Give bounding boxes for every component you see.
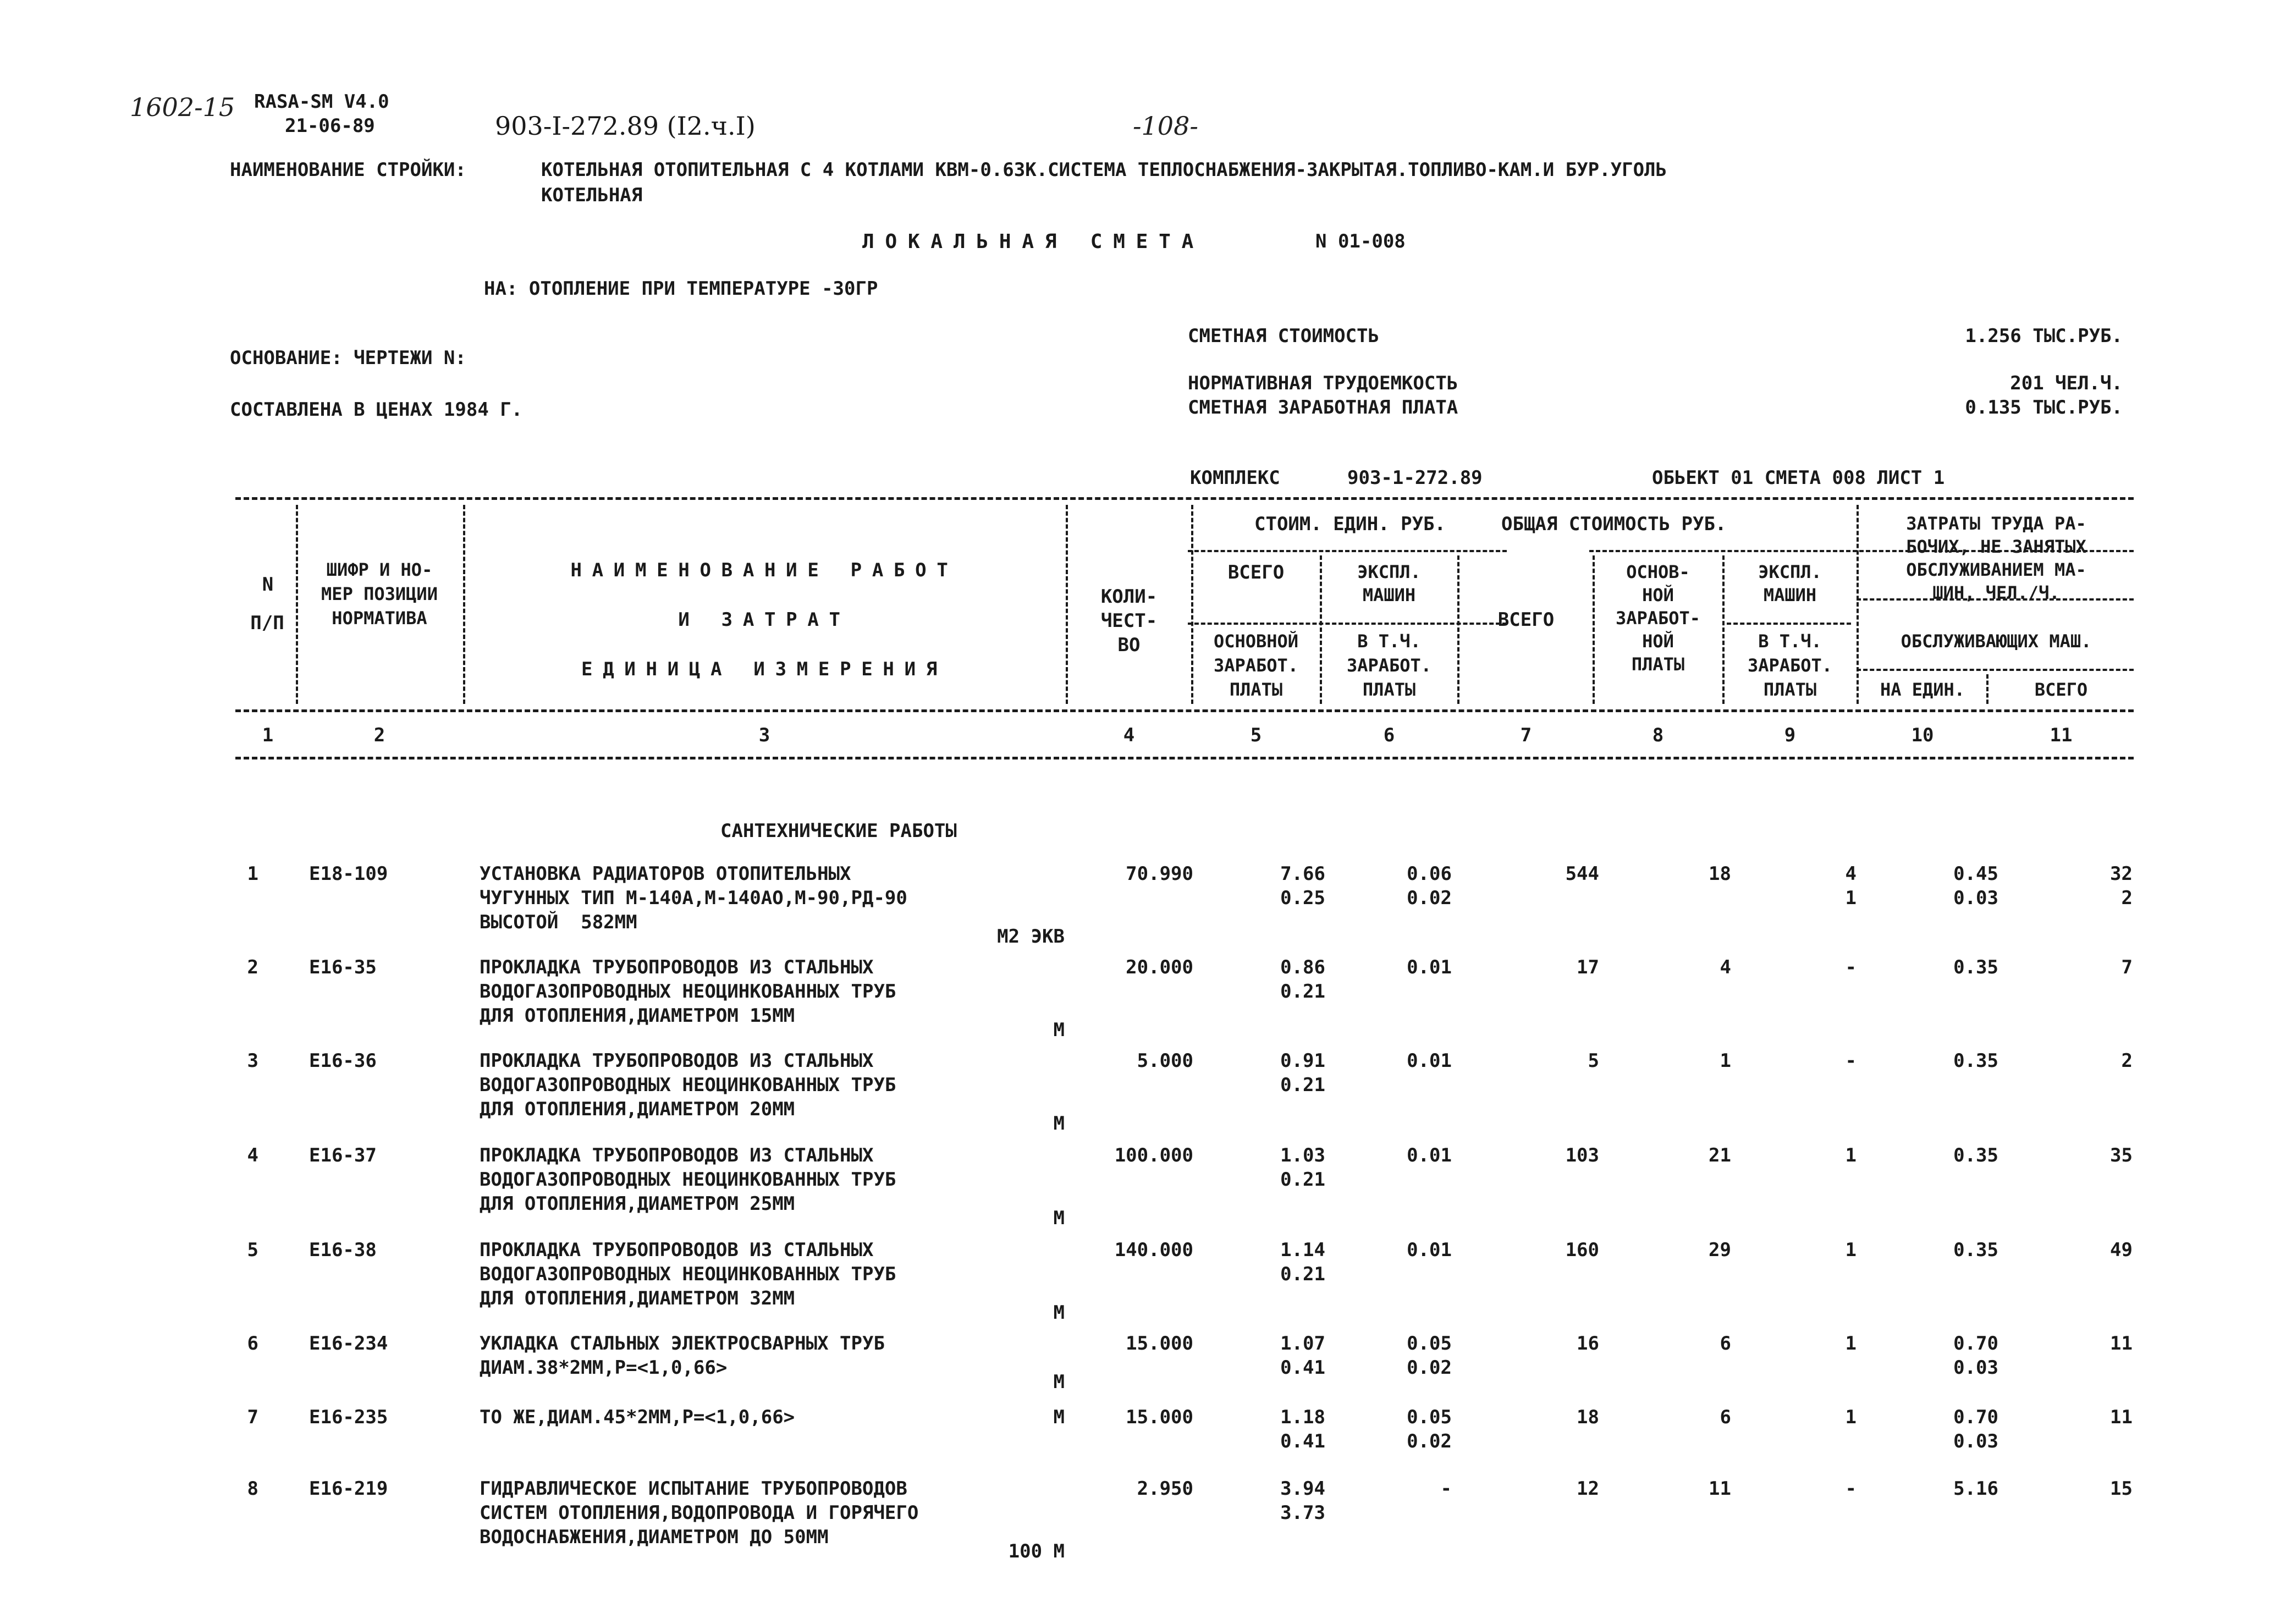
row-number: 5 xyxy=(247,1239,258,1261)
complex-value: 903-1-272.89 xyxy=(1347,467,1483,489)
col9-header-bottom: ЗАРАБОТ. xyxy=(1747,655,1833,676)
row-name-line: ДЛЯ ОТОПЛЕНИЯ,ДИАМЕТРОМ 25ММ xyxy=(480,1193,795,1215)
row-total-wages: 6 xyxy=(1720,1333,1731,1355)
row-unit-cost-machines: 0.02 xyxy=(1407,887,1452,909)
col-number: 2 xyxy=(373,724,385,746)
row-labor-unit: 0.70 xyxy=(1953,1406,1998,1428)
labor-group-header: ОБСЛУЖИВАНИЕМ МА- xyxy=(1906,559,2086,580)
row-name-line: ДЛЯ ОТОПЛЕНИЯ,ДИАМЕТРОМ 32ММ xyxy=(480,1287,795,1309)
col1-header-pp: П/П xyxy=(250,612,284,634)
row-unit-cost-machines: 0.02 xyxy=(1407,1357,1452,1379)
labor-sub-header: ОБСЛУЖИВАЮЩИХ МАШ. xyxy=(1901,631,2092,652)
row-total-cost: 160 xyxy=(1565,1239,1599,1261)
row-unit-cost-total: 0.21 xyxy=(1280,1263,1325,1285)
row-name-line: ГИДРАВЛИЧЕСКОЕ ИСПЫТАНИЕ ТРУБОПРОВОДОВ xyxy=(480,1478,907,1500)
col-number: 1 xyxy=(262,724,274,746)
col-number: 6 xyxy=(1383,724,1395,746)
row-labor-unit: 0.03 xyxy=(1953,1357,1998,1379)
row-unit-cost-machines: - xyxy=(1440,1478,1452,1500)
row-number: 3 xyxy=(247,1050,258,1072)
col9-header-top: ЭКСПЛ. xyxy=(1758,561,1822,582)
row-total-machines: 1 xyxy=(1845,1333,1857,1355)
doc-number: N 01-008 xyxy=(1315,230,1406,252)
project-number: 903-I-272.89 (I2.ч.I) xyxy=(495,111,756,141)
col5-header-bottom: ПЛАТЫ xyxy=(1229,679,1283,700)
row-labor-unit: 0.03 xyxy=(1953,887,1998,909)
row-code: Е16-38 xyxy=(309,1239,377,1261)
col1-header-n: N xyxy=(262,574,274,596)
row-unit: М xyxy=(1053,1207,1065,1229)
row-number: 6 xyxy=(247,1333,258,1355)
row-labor-unit: 0.45 xyxy=(1953,863,1998,885)
col5-header-bottom: ОСНОВНОЙ xyxy=(1213,631,1299,652)
row-unit-cost-total: 1.18 xyxy=(1280,1406,1325,1428)
row-code: Е16-35 xyxy=(309,956,377,978)
col7-header: ВСЕГО xyxy=(1497,609,1555,631)
row-unit: М xyxy=(1053,1302,1065,1324)
row-code: Е16-37 xyxy=(309,1144,377,1166)
print-date: 21-06-89 xyxy=(285,115,375,137)
row-labor-total: 32 xyxy=(2110,863,2133,885)
prices-year: СОСТАВЛЕНА В ЦЕНАХ 1984 Г. xyxy=(230,399,523,421)
header-bottom-rule xyxy=(235,709,2134,712)
row-quantity: 20.000 xyxy=(1126,956,1193,978)
col2-header: ШИФР И НО- xyxy=(326,559,433,580)
row-labor-total: 2 xyxy=(2121,887,2133,909)
row-total-cost: 17 xyxy=(1577,956,1599,978)
row-total-cost: 16 xyxy=(1577,1333,1599,1355)
col8-header: НОЙ xyxy=(1642,585,1674,605)
row-quantity: 70.990 xyxy=(1126,863,1193,885)
row-code: Е18-109 xyxy=(309,863,388,885)
row-name-line: ДЛЯ ОТОПЛЕНИЯ,ДИАМЕТРОМ 15ММ xyxy=(480,1005,795,1027)
row-unit-cost-total: 0.41 xyxy=(1280,1357,1325,1379)
row-total-cost: 544 xyxy=(1565,863,1599,885)
row-total-wages: 6 xyxy=(1720,1406,1731,1428)
row-name-line: ЧУГУННЫХ ТИП М-140А,М-140АО,М-90,РД-90 xyxy=(480,887,907,909)
col-sep xyxy=(1457,555,1459,704)
row-unit-cost-machines: 0.02 xyxy=(1407,1430,1452,1452)
row-unit: 100 М xyxy=(1008,1540,1065,1562)
row-number: 2 xyxy=(247,956,258,978)
row-labor-unit: 5.16 xyxy=(1953,1478,1998,1500)
row-unit-cost-machines: 0.06 xyxy=(1407,863,1452,885)
col-sep xyxy=(463,505,465,704)
row-name-line: СИСТЕМ ОТОПЛЕНИЯ,ВОДОПРОВОДА И ГОРЯЧЕГО xyxy=(480,1502,919,1524)
row-total-machines: 1 xyxy=(1845,1406,1857,1428)
row-unit-cost-total: 7.66 xyxy=(1280,863,1325,885)
row-labor-total: 15 xyxy=(2110,1478,2133,1500)
row-unit-cost-machines: 0.01 xyxy=(1407,956,1452,978)
construction-name-cont: КОТЕЛЬНАЯ xyxy=(541,184,643,206)
labor-group-header: БОЧИХ, НЕ ЗАНЯТЫХ xyxy=(1906,536,2086,557)
row-unit-cost-total: 0.21 xyxy=(1280,981,1325,1003)
labor-value: 201 ЧЕЛ.Ч. xyxy=(2010,372,2123,394)
row-total-machines: 1 xyxy=(1845,887,1857,909)
col8-header: ОСНОВ- xyxy=(1626,561,1690,582)
row-unit-cost-total: 0.21 xyxy=(1280,1074,1325,1096)
row-unit-cost-total: 3.73 xyxy=(1280,1502,1325,1524)
row-total-cost: 103 xyxy=(1565,1144,1599,1166)
row-name-line: ПРОКЛАДКА ТРУБОПРОВОДОВ ИЗ СТАЛЬНЫХ xyxy=(480,1239,874,1261)
wage-value: 0.135 ТЫС.РУБ. xyxy=(1965,397,2123,419)
col9-header-top: МАШИН xyxy=(1763,585,1817,605)
col4-header: КОЛИ- xyxy=(1100,586,1158,608)
row-quantity: 140.000 xyxy=(1114,1239,1193,1261)
table-top-rule xyxy=(235,497,2134,500)
cost-label: СМЕТНАЯ СТОИМОСТЬ xyxy=(1188,325,1379,347)
row-total-wages: 4 xyxy=(1720,956,1731,978)
row-labor-total: 35 xyxy=(2110,1144,2133,1166)
labor-group-header: ШИН, ЧЕЛ./Ч. xyxy=(1932,582,2060,603)
row-unit: М xyxy=(1053,1371,1065,1393)
col9-header-bottom: ПЛАТЫ xyxy=(1763,679,1817,700)
row-unit-cost-total: 1.07 xyxy=(1280,1333,1325,1355)
page-number: -108- xyxy=(1133,111,1198,141)
row-unit-cost-total: 3.94 xyxy=(1280,1478,1325,1500)
row-name-line: ТО ЖЕ,ДИАМ.45*2ММ,Р=<1,0,66> xyxy=(480,1406,795,1428)
row-quantity: 5.000 xyxy=(1137,1050,1193,1072)
row-total-machines: - xyxy=(1845,1478,1857,1500)
col2-header: НОРМАТИВА xyxy=(332,608,427,629)
row-name-line: ВОДОГАЗОПРОВОДНЫХ НЕОЦИНКОВАННЫХ ТРУБ xyxy=(480,981,896,1003)
row-name-line: ПРОКЛАДКА ТРУБОПРОВОДОВ ИЗ СТАЛЬНЫХ xyxy=(480,956,874,978)
row-total-cost: 12 xyxy=(1577,1478,1599,1500)
total-cost-group-header: ОБЩАЯ СТОИМОСТЬ РУБ. xyxy=(1501,513,1727,535)
complex-label: КОМПЛЕКС xyxy=(1190,467,1280,489)
labor-group-header: ЗАТРАТЫ ТРУДА РА- xyxy=(1906,513,2086,534)
row-unit-cost-total: 0.91 xyxy=(1280,1050,1325,1072)
row-quantity: 100.000 xyxy=(1114,1144,1193,1166)
col10-header: НА ЕДИН. xyxy=(1880,679,1965,700)
row-name-line: УКЛАДКА СТАЛЬНЫХ ЭЛЕКТРОСВАРНЫХ ТРУБ xyxy=(480,1333,885,1355)
col-number: 9 xyxy=(1784,724,1796,746)
col3-header-unit: ЕДИНИЦА ИЗМЕРЕНИЯ xyxy=(581,658,948,680)
col8-header: ПЛАТЫ xyxy=(1631,654,1685,675)
col6-header-bottom: В Т.Ч. xyxy=(1357,631,1421,652)
purpose: НА: ОТОПЛЕНИЕ ПРИ ТЕМПЕРАТУРЕ -30ГР xyxy=(484,278,878,300)
row-total-wages: 21 xyxy=(1709,1144,1731,1166)
row-total-wages: 29 xyxy=(1709,1239,1731,1261)
object-info: ОБЬЕКТ 01 СМЕТА 008 ЛИСТ 1 xyxy=(1652,467,1945,489)
row-labor-total: 7 xyxy=(2121,956,2133,978)
row-name-line: ВОДОГАЗОПРОВОДНЫХ НЕОЦИНКОВАННЫХ ТРУБ xyxy=(480,1169,896,1191)
row-total-wages: 11 xyxy=(1709,1478,1731,1500)
col-number: 7 xyxy=(1520,724,1532,746)
row-total-machines: - xyxy=(1845,1050,1857,1072)
row-unit-cost-total: 0.25 xyxy=(1280,887,1325,909)
col6-header-top: МАШИН xyxy=(1362,585,1416,605)
row-total-machines: 4 xyxy=(1845,863,1857,885)
row-name-line: ВОДОСНАБЖЕНИЯ,ДИАМЕТРОМ ДО 50ММ xyxy=(480,1526,829,1548)
row-total-cost: 18 xyxy=(1577,1406,1599,1428)
row-name-line: ПРОКЛАДКА ТРУБОПРОВОДОВ ИЗ СТАЛЬНЫХ xyxy=(480,1144,874,1166)
row-labor-unit: 0.03 xyxy=(1953,1430,1998,1452)
row-unit-cost-total: 0.21 xyxy=(1280,1169,1325,1191)
row-labor-unit: 0.35 xyxy=(1953,1239,1998,1261)
row-unit-cost-machines: 0.05 xyxy=(1407,1333,1452,1355)
row-labor-total: 11 xyxy=(2110,1333,2133,1355)
row-unit-cost-total: 0.41 xyxy=(1280,1430,1325,1452)
col-number: 11 xyxy=(2050,724,2073,746)
row-total-machines: - xyxy=(1845,956,1857,978)
col8-header: ЗАРАБОТ- xyxy=(1615,608,1701,629)
doc-title: ЛОКАЛЬНАЯ СМЕТА xyxy=(862,230,1205,253)
col9-mid-rule xyxy=(1727,623,1851,625)
cost-value: 1.256 ТЫС.РУБ. xyxy=(1965,325,2123,347)
row-unit: М xyxy=(1053,1113,1065,1135)
row-labor-unit: 0.35 xyxy=(1953,956,1998,978)
row-labor-total: 11 xyxy=(2110,1406,2133,1428)
row-quantity: 15.000 xyxy=(1126,1406,1193,1428)
row-quantity: 15.000 xyxy=(1126,1333,1193,1355)
handwritten-code: 1602-15 xyxy=(130,92,235,122)
row-labor-unit: 0.35 xyxy=(1953,1050,1998,1072)
col3-header-sub: И ЗАТРАТ xyxy=(678,609,851,631)
row-name-line: УСТАНОВКА РАДИАТОРОВ ОТОПИТЕЛЬНЫХ xyxy=(480,863,851,885)
row-labor-unit: 0.70 xyxy=(1953,1333,1998,1355)
col-number: 10 xyxy=(1911,724,1934,746)
col-number: 8 xyxy=(1652,724,1664,746)
row-code: Е16-36 xyxy=(309,1050,377,1072)
col3-header-title: НАИМЕНОВАНИЕ РАБОТ xyxy=(570,559,959,581)
row-name-line: ВЫСОТОЙ 582ММ xyxy=(480,911,637,933)
row-name-line: ПРОКЛАДКА ТРУБОПРОВОДОВ ИЗ СТАЛЬНЫХ xyxy=(480,1050,874,1072)
row-unit-cost-machines: 0.01 xyxy=(1407,1050,1452,1072)
construction-label: НАИМЕНОВАНИЕ СТРОЙКИ: xyxy=(230,159,466,181)
col8-header: НОЙ xyxy=(1642,631,1674,652)
col5-header-top: ВСЕГО xyxy=(1227,561,1285,583)
row-number: 4 xyxy=(247,1144,258,1166)
col5-header-bottom: ЗАРАБОТ. xyxy=(1213,655,1299,676)
col-number: 3 xyxy=(758,724,770,746)
col2-header: МЕР ПОЗИЦИИ xyxy=(321,583,438,604)
row-unit-cost-machines: 0.05 xyxy=(1407,1406,1452,1428)
row-unit: М xyxy=(1053,1406,1065,1428)
col9-header-bottom: В Т.Ч. xyxy=(1758,631,1822,652)
row-total-wages: 1 xyxy=(1720,1050,1731,1072)
labor-sub-rule xyxy=(1857,669,2134,671)
row-total-cost: 5 xyxy=(1588,1050,1599,1072)
row-name-line: ДИАМ.38*2ММ,Р=<1,0,66> xyxy=(480,1357,728,1379)
row-unit-cost-machines: 0.01 xyxy=(1407,1144,1452,1166)
col-sep xyxy=(1986,674,1988,704)
wage-label: СМЕТНАЯ ЗАРАБОТНАЯ ПЛАТА xyxy=(1188,397,1458,419)
row-name-line: ВОДОГАЗОПРОВОДНЫХ НЕОЦИНКОВАННЫХ ТРУБ xyxy=(480,1263,896,1285)
labor-label: НОРМАТИВНАЯ ТРУДОЕМКОСТЬ xyxy=(1188,372,1458,394)
col4-header: ВО xyxy=(1117,634,1141,656)
row-labor-total: 2 xyxy=(2121,1050,2133,1072)
row-number: 7 xyxy=(247,1406,258,1428)
unit-cost-group-header: СТОИМ. ЕДИН. РУБ. xyxy=(1254,513,1446,535)
row-total-machines: 1 xyxy=(1845,1144,1857,1166)
row-code: Е16-235 xyxy=(309,1406,388,1428)
col4-header: ЧЕСТ- xyxy=(1100,610,1158,632)
construction-name: КОТЕЛЬНАЯ ОТОПИТЕЛЬНАЯ С 4 КОТЛАМИ КВМ-0.63К.СИСТЕМА ТЕПЛОСНАБЖЕНИЯ-ЗАКРЫТАЯ.ТОПЛИВО-КАМ.И БУР.УГОЛЬ xyxy=(541,159,1667,181)
row-total-machines: 1 xyxy=(1845,1239,1857,1261)
col6-header-bottom: ПЛАТЫ xyxy=(1362,679,1416,700)
row-quantity: 2.950 xyxy=(1137,1478,1193,1500)
numbers-bottom-rule xyxy=(235,757,2134,759)
col-number: 5 xyxy=(1250,724,1262,746)
col-sep xyxy=(1857,505,1859,704)
row-unit: М2 ЭКВ xyxy=(997,926,1065,948)
row-unit: М xyxy=(1053,1019,1065,1041)
basis: ОСНОВАНИЕ: ЧЕРТЕЖИ N: xyxy=(230,347,466,369)
row-labor-unit: 0.35 xyxy=(1953,1144,1998,1166)
row-code: Е16-219 xyxy=(309,1478,388,1500)
col11-header: ВСЕГО xyxy=(2034,679,2088,700)
section-title: САНТЕХНИЧЕСКИЕ РАБОТЫ xyxy=(720,820,957,842)
row-labor-total: 49 xyxy=(2110,1239,2133,1261)
row-unit-cost-total: 0.86 xyxy=(1280,956,1325,978)
row-unit-cost-total: 1.03 xyxy=(1280,1144,1325,1166)
row-unit-cost-total: 1.14 xyxy=(1280,1239,1325,1261)
row-number: 1 xyxy=(247,863,258,885)
unit-group-rule xyxy=(1188,550,1507,552)
row-name-line: ДЛЯ ОТОПЛЕНИЯ,ДИАМЕТРОМ 20ММ xyxy=(480,1098,795,1120)
row-name-line: ВОДОГАЗОПРОВОДНЫХ НЕОЦИНКОВАННЫХ ТРУБ xyxy=(480,1074,896,1096)
col6-header-bottom: ЗАРАБОТ. xyxy=(1346,655,1432,676)
col-sep xyxy=(296,505,298,704)
row-unit-cost-machines: 0.01 xyxy=(1407,1239,1452,1261)
col6-header-top: ЭКСПЛ. xyxy=(1357,561,1421,582)
col-sep xyxy=(1066,505,1068,704)
row-number: 8 xyxy=(247,1478,258,1500)
row-total-wages: 18 xyxy=(1709,863,1731,885)
system-version: RASA-SM V4.0 xyxy=(254,91,389,113)
row-code: Е16-234 xyxy=(309,1333,388,1355)
col-number: 4 xyxy=(1123,724,1135,746)
